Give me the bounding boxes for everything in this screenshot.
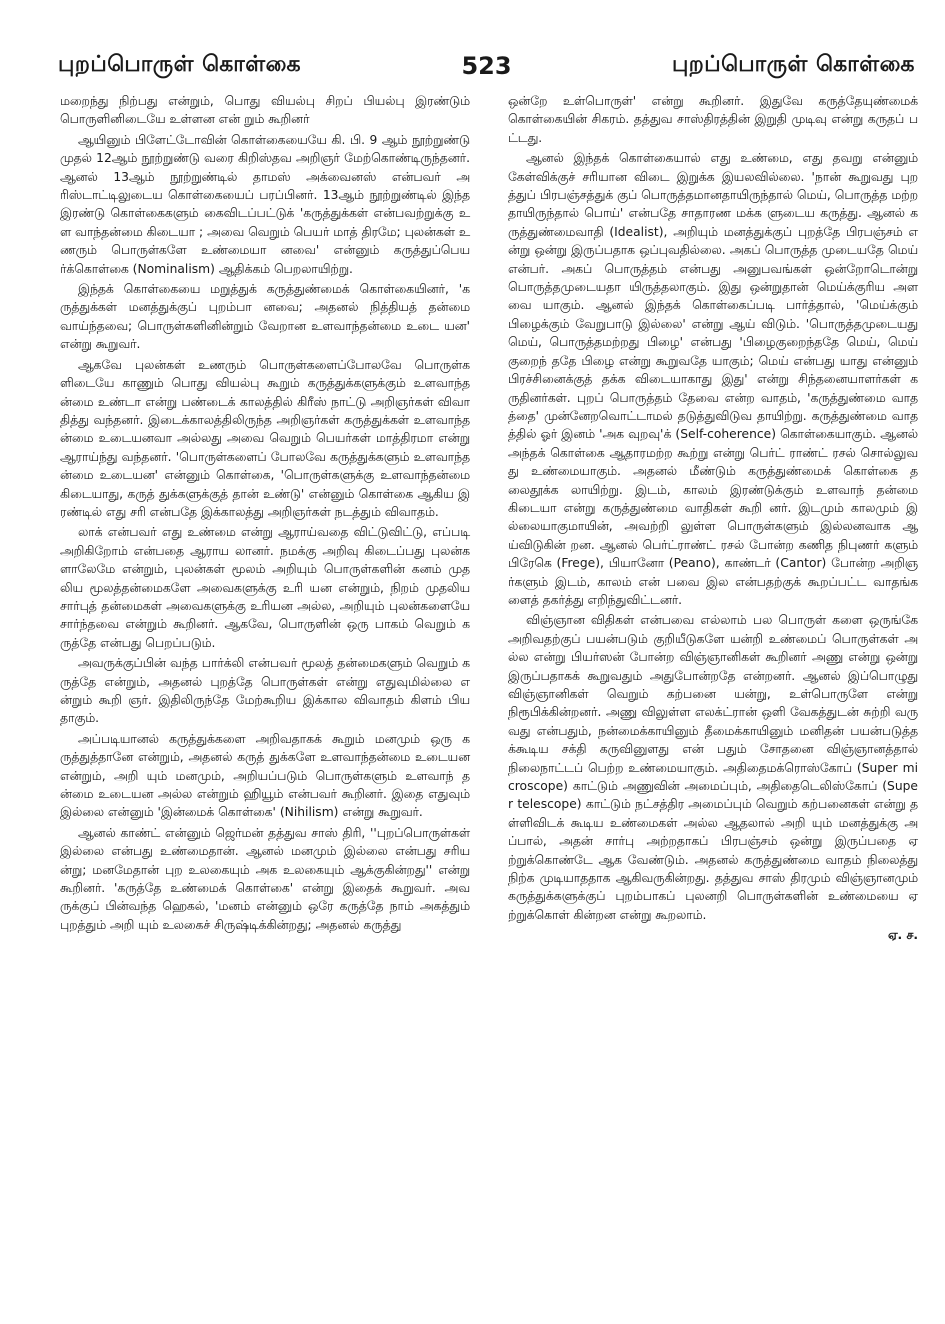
header-left-title: புறப்பொருள் கொள்கை [58,52,302,77]
paragraph: அப்படியானல் கருத்துக்களை அறிவதாகக் கூறும் மனமும் ஒரு கருத்துத்தானே என்றும், அதனல் கருத் துக்களே உளவாந்தன்மை உடையன என்றும், அறி யும் மனமும், அறியப்படும் பொருள்களும் உளவாந் தன்மை உடையன அல்ல என்றும் ஹியூம் என்பவர் கூறினர். இதை எதுவும் இல்லை என்னும் 'இன்மைக் கொள்கை' (Nihilism) என்று கூறுவர். [60,731,470,820]
paragraph: விஞ்ஞான விதிகள் என்பவை எல்லாம் பல பொருள் களை ஒருங்கே அறிவதற்குப் பயன்படும் குறியீடுகளே யன்றி உண்மைப் பொருள்கள் அல்ல என்று பியர்ஸன் போன்ற விஞ்ஞானிகள் கூறினர் அணு என்று ஒன்று இருப்பதாகக் கூறுவதும் அதுபோன்றதே என்றனர். ஆனல் இப்பொழுது விஞ்ஞானிகள் வெறும் கற்பனை யன்று, உள்பொருளே என்று நிரூபிக்கின்றனர். அணு விலுள்ள எலக்ட்ரான் ஒளி வேகத்துடன் சுற்றி வரு வது என்பதும், நன்மைக்காயினும் தீமைக்காயினும் மனிதன் பயன்படுத்தக்கூடிய சக்தி கருவினுளது என் பதும் சோதனை விஞ்ஞானத்தால் நிலைநாட்டப் பெற்ற உண்மையாகும். அதிதைமக்ரொஸ்கோப் (Super microscope) காட்டும் அணுவின் அமைப்பும், அதிதைடெலிஸ்கோப் (Super telescope) காட்டும் நட்சத்திர அமைப்பும் வெறும் கற்பனைகள் என்று தள்ளிவிடக் கூடிய உண்மைகள் அல்ல ஆதலால் அறி யும் மனத்துக்கு அப்பால், அதன் சார்பு அற்றதாகப் பிரபஞ்சம் ஒன்று இருப்பதை ஏற்றுக்கொண்டே ஆக வேண்டும். அதனல் கருத்துண்மை வாதம் நிலைத்து நிற்க முடியாததாக ஆகிவருகின்றது. தத்துவ சாஸ் திரமும் விஞ்ஞானமும் கருத்துக்களுக்குப் புறம்பாகப் புலனறி பொருள்களின் உண்மையை ஏற்றுக்கொள் கின்றன என்று கூறலாம். [508,613,918,922]
paragraph: ஒன்றே உள்பொருள்' என்று கூறினர். இதுவே கருத்தேயுண்மைக் கொள்கையின் சிகரம். தத்துவ சாஸ்திரத்தின் இறுதி முடிவு என்று கருதப் பட்டது. [508,94,918,145]
paragraph: ஆயினும் பிளேட்டோவின் கொள்கையையே கி. பி. 9 ஆம் நூற்றுண்டு முதல் 12ஆம் நூற்றுண்டு வரை கிறிஸ்தவ அறிஞர் மேற்கொண்டிருந்தனர். ஆனல் 13ஆம் நூற்றுண்டில் தாமஸ் அக்வைனஸ் என்பவர் அரிஸ்டாட்டிலுடைய கொள்கையைப் பரப்பினர். 13ஆம் நூற்றுண்டில் இந்த இரண்டு கொள்கைகளும் கைவிடப்பட்டுக் 'கருத்துக்கள் என்பவற்றுக்கு உள வாந்தன்மை கிடையா ; அவை வெறும் பெயர் மாத் திரமே; புலன்கள் உணரும் பொருள்களே உண்மையா னவை' என்னும் கருத்துப்பெயர்க்கொள்கை (Nominalism) ஆதிக்கம் பெறலாயிற்று. [60,132,470,276]
header-right-title: புறப்பொருள் கொள்கை [671,52,915,77]
paragraph: ஆகவே புலன்கள் உணரும் பொருள்களைப்போலவே பொருள்களிடையே காணும் பொது வியல்பு கூறும் கருத்துக்களுக்கும் உளவாந்தன்மை உண்டா என்று பண்டைக் காலத்தில் கிரீஸ் நாட்டு அறிஞர்கள் விவா தித்து வந்தனர். இடைக்காலத்திலிருந்த அறிஞர்கள் கருத்துக்கள் உளவாந்தன்மை உடையனவா அல்லது அவை வெறும் பெயர்கள் மாத்திரமா என்று ஆராய்ந்து வந்தனர். 'பொருள்களைப் போலவே கருத்துக்களும் உளவாந்தன்மை உடையன' என்னும் கொள்கை, 'பொருள்களுக்கு உளவாந்தன்மை கிடையாது, கருத் துக்களுக்குத் தான் உண்டு' என்னும் கொள்கை ஆகிய இரண்டில் எது சரி என்பதே இக்காலத்து அறிஞர்கள் நடத்தும் விவாதம். [60,357,470,519]
paragraph: அவருக்குப்பின் வந்த பார்க்லி என்பவர் மூலத் தன்மைகளும் வெறும் கருத்தே என்றும், அதனல் புறத்தே பொருள்கள் என்று எதுவுமில்லை என்றும் கூறி ஞர். இதிலிருந்தே மேற்கூறிய இக்கால விவாதம் கிளம் பியதாகும். [60,656,470,726]
running-header [58,46,915,86]
paragraph: லாக் என்பவர் எது உண்மை என்று ஆராய்வதை விட்டுவிட்டு, எப்படி அறிகிறோம் என்பதை ஆராய லானர். நமக்கு அறிவு கிடைப்பது புலன்களாலேமே என்றும், புலன்கள் மூலம் அறியும் பொருள்களின் கனம் முதலிய மூலத்தன்மைகளே அவைகளுக்கு உரி யன என்றும், நிறம் முதலிய சார்புத் தன்மைகள் அவைகளுக்கு உரியன அல்ல, அறியும் புலன்களையே சார்ந்தவை என்றும் கூறினர். ஆகவே, பொருளின் ஒரு பாகம் வெறும் கருத்தே என்பது பெறப்படும். [60,525,471,650]
paragraph: மறைந்து நிற்பது என்றும், பொது வியல்பு சிறப் பியல்பு இரண்டும் பொருளினிடையே உள்ளன என் றும் கூறினர் [60,94,470,127]
author-signature: ஏ. ச. [887,928,918,943]
page-number: 523 [461,52,512,80]
paragraph: இந்தக் கொள்கையை மறுத்துக் கருத்துண்மைக் கொள்கையினர், 'கருத்துக்கள் மனத்துக்குப் புறம்பா னவை; அதனல் நித்தியத் தன்மை வாய்ந்தவை; பொருள்களினின்றும் வேறான உளவாந்தன்மை உடை யன' என்று கூறுவர். [60,282,470,352]
left-column [60,92,470,936]
paragraph: ஆனல் இந்தக் கொள்கையால் எது உண்மை, எது தவறு என்னும் கேள்விக்குச் சரியான விடை இறுக்க இயலவில்லை. 'நான் கூறுவது புறத்துப் பிரபஞ்சத்துக் குப் பொருத்தமானதாயிருந்தால் மெய், பொருத்த மற்றதாயிருந்தால் பொய்' என்பதே சாதாரண மக்க ளுடைய கருத்து. ஆனல் கருத்துண்மைவாதி (Idealist), அறியும் மனத்துக்குப் புறத்தே பிரபஞ்சம் என்று ஒன்று இருப்பதாக ஒப்புவதில்லை. அகப் பொருத்த முடையதே மெய் என்பர். அகப் பொருத்தம் என்பது அனுபவங்கள் ஒன்றோடொன்று பொருத்தமுடையதா யிருத்தலாகும். இது ஒன்றுதான் மெய்க்குரிய அளவை யாகும். ஆனல் இந்தக் கொள்கைப்படி பார்த்தால், 'மெய்க்கும் பிழைக்கும் வேறுபாடு இல்லை' என்று ஆய் விடும். 'பொருத்தமுடையது மெய், பொருத்தமற்றது பிழை' என்பது 'பிழைகுறைந்ததே மெய், மெய் குறைந் ததே பிழை என்று கூறுவதே யாகும்; மெய் என்பது யாது என்னும் பிரச்சினைக்குத் தக்க விடையாகாது இது' என்று சிந்தனையாளர்கள் கருதினர்கள். புறப் பொருத்தம் தேவை என்ற வாதம், 'கருத்துண்மை வாதத்தை' முன்னேறவொட்டாமல் தடுத்துவிடுவ தாயிற்று. கருத்துண்மை வாதத்தில் ஓர் இனம் 'அக வுறவு'க் (Self-coherence) கொள்கையாகும். ஆனல் அந்தக் கொள்கை ஆதாரமற்ற கூற்று என்று பெர்ட் ராண்ட் ரசல் சொல்லுவது உண்மையாகும். அதனல் மீண்டும் கருத்துண்மைக் கொள்கை தலைதூக்க லாயிற்று. இடம், காலம் இரண்டுக்கும் உளவாந் தன்மை கிடையா என்று கருத்துண்மை வாதிகள் கூறி னர். இடமும் காலமும் இல்லையாகுமாயின், அவற்றி லுள்ள பொருள்களும் இல்லனவாக ஆய்விடுகின் றன. ஆனல் பெர்ட்ராண்ட் ரசல் போன்ற கணித நிபுணர் களும் பிரேகெ (Frege), பியானோ (Peano), காண்டர் (Cantor) போன்ற அறிஞர்களும் இடம், காலம் என் பவை இல என்பதற்குக் கூறப்பட்ட வாதங்களைத் தகர்த்து எறிந்துவிட்டனர். [508,151,918,607]
paragraph: ஆனல் காண்ட் என்னும் ஜெர்மன் தத்துவ சாஸ் திரி, ''புறப்பொருள்கள் இல்லை என்பது உண்மைதான். ஆனல் மனமும் இல்லை என்பது சரியன்று; மனமேதான் புற உலகையும் அக உலகையும் ஆக்குகின்றது'' என்று கூறினர். 'கருத்தே உண்மைக் கொள்கை' என்று இதைக் கூறுவர். அவருக்குப் பின்வந்த ஹெகல், 'மனம் என்னும் ஒரே கருத்தே நாம் அகத்தும் புறத்தும் அறி யும் உலகைச் சிருஷ்டிக்கின்றது; அதனல் கருத்து [60,825,470,932]
right-column [508,92,918,945]
